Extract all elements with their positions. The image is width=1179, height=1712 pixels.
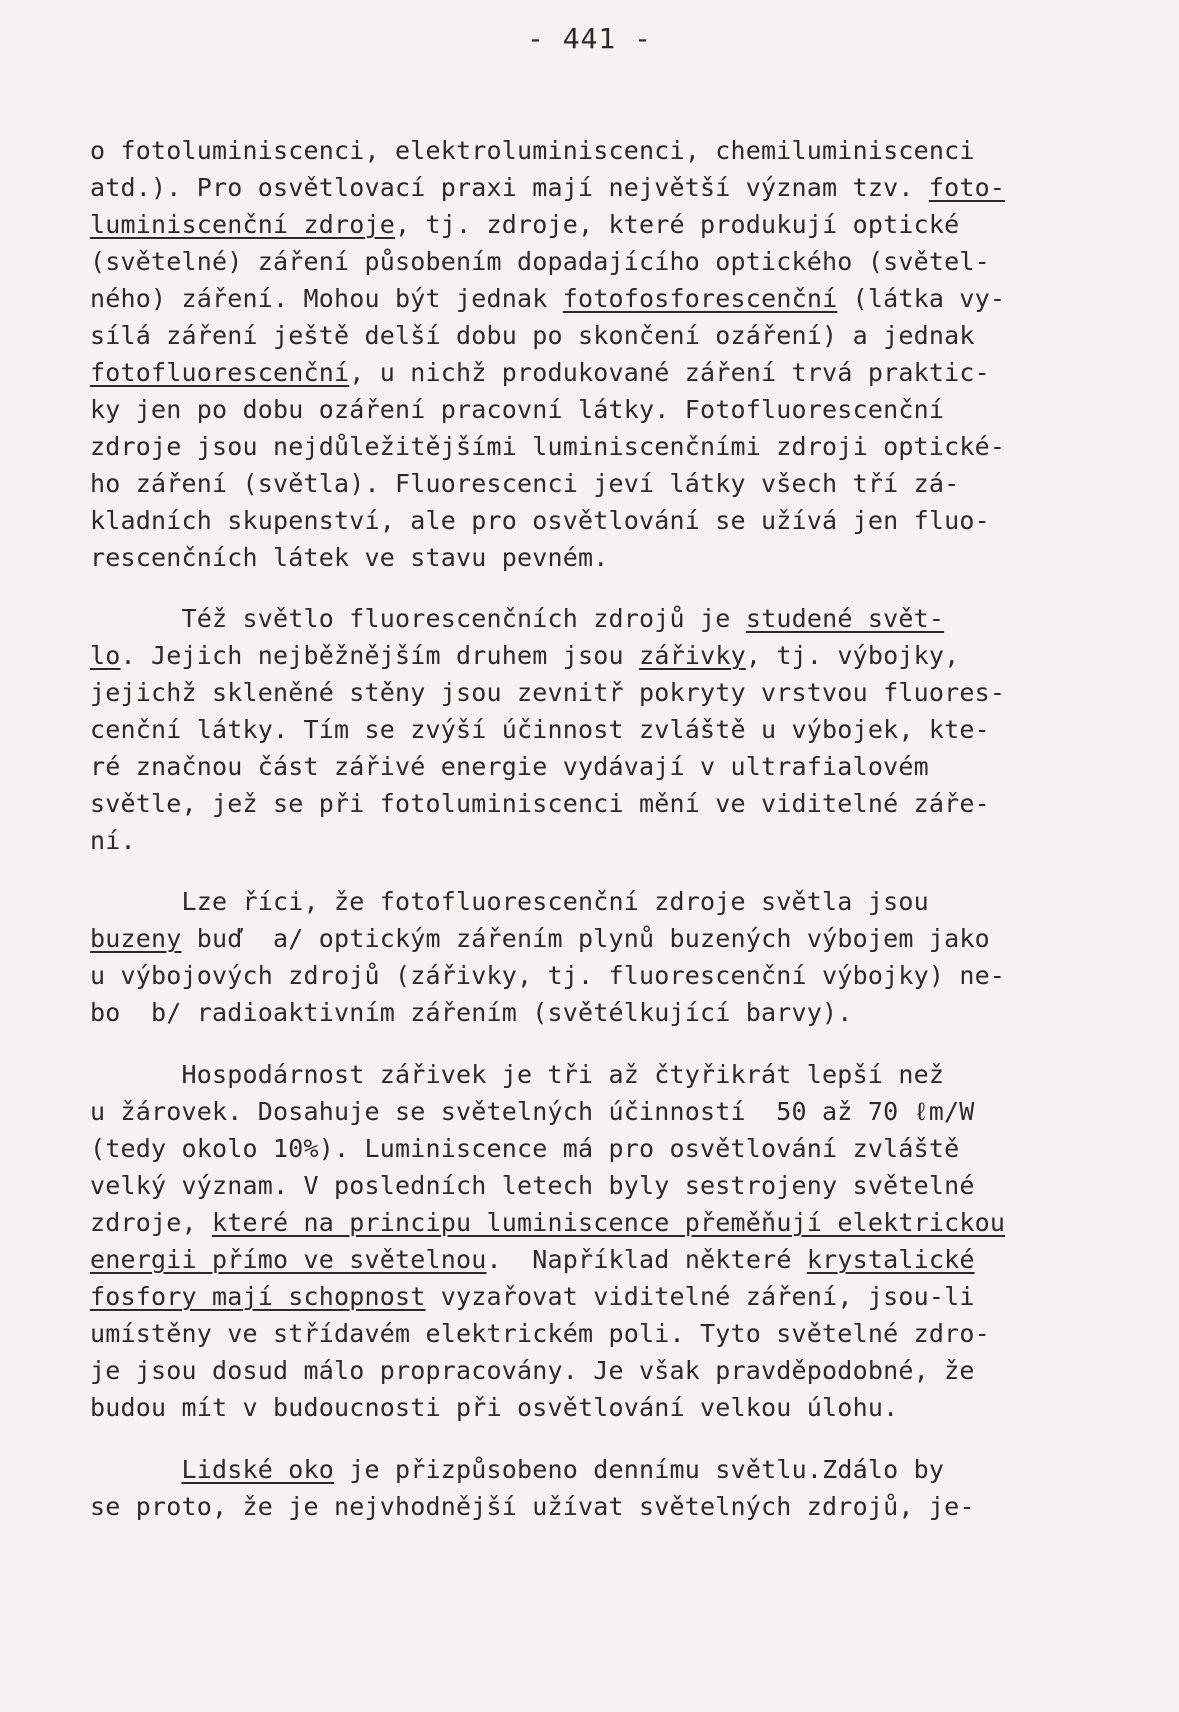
text-line xyxy=(90,998,853,1028)
underlined-term: fosfory mají schopnost xyxy=(90,1282,426,1311)
text-segment: , tj. výbojky, xyxy=(745,641,960,670)
text-segment xyxy=(90,1455,182,1484)
text-segment: bo b/ radioaktivním zářením (světélkující barvy). xyxy=(90,998,853,1027)
text-line xyxy=(90,1492,975,1522)
text-line xyxy=(90,543,609,573)
text-line xyxy=(90,395,944,425)
underlined-term: krystalické xyxy=(806,1245,975,1274)
text-segment: jejichž skleněné stěny jsou zevnitř pokryty vrstvou fluores- xyxy=(90,678,1006,707)
text-line xyxy=(90,1455,944,1485)
underlined-term: studené svět- xyxy=(745,604,945,633)
text-segment: ré značnou část zářivé energie vydávají v ultrafialovém xyxy=(90,752,929,781)
text-line xyxy=(90,1356,975,1386)
text-segment: atd.). Pro osvětlovací praxi mají největší význam tzv. xyxy=(90,173,929,202)
text-segment: (tedy okolo 10%). Luminiscence má pro osvětlování zvláště xyxy=(90,1134,960,1163)
text-segment: je přizpůsobeno dennímu světlu.Zdálo by xyxy=(334,1455,945,1484)
text-segment: ky jen po dobu ozáření pracovní látky. Fotofluorescenční xyxy=(90,395,945,424)
text-line xyxy=(90,924,990,954)
text-segment: u výbojových zdrojů (zářivky, tj. fluorescenční výbojky) ne- xyxy=(90,961,1006,990)
underlined-term: foto- xyxy=(928,173,1006,202)
text-line xyxy=(90,752,929,782)
text-segment: . Například některé xyxy=(486,1245,807,1274)
text-line xyxy=(90,678,1005,708)
text-segment: u žárovek. Dosahuje se světelných účinností 50 až 70 ℓm/W xyxy=(90,1097,975,1126)
underlined-term: Lidské oko xyxy=(181,1455,335,1484)
text-line xyxy=(90,136,975,166)
underlined-term: které na principu luminiscence přeměňují elektrickou xyxy=(212,1208,1006,1237)
text-line xyxy=(90,1208,1005,1238)
text-line xyxy=(90,789,990,819)
text-segment: zdroje jsou nejdůležitějšími luminiscenčními zdroji optické- xyxy=(90,432,1006,461)
text-line xyxy=(90,247,990,277)
text-line xyxy=(90,715,990,745)
text-line xyxy=(90,1134,959,1164)
text-segment: , tj. zdroje, které produkují optické xyxy=(395,210,960,239)
text-segment: budou mít v budoucnosti při osvětlování velkou úlohu. xyxy=(90,1393,899,1422)
underlined-term: buzeny xyxy=(90,924,182,953)
text-segment: velký význam. V posledních letech byly sestrojeny světelné xyxy=(90,1171,975,1200)
underlined-term: zářivky xyxy=(639,641,746,670)
text-line xyxy=(90,469,959,499)
text-segment: , u nichž produkované záření trvá praktic- xyxy=(349,358,990,387)
text-line xyxy=(90,1393,898,1423)
text-line xyxy=(90,826,136,856)
text-line xyxy=(90,641,959,671)
text-line xyxy=(90,506,990,536)
text-segment: kladních skupenství, ale pro osvětlování se užívá jen fluo- xyxy=(90,506,990,535)
text-segment: . Jejich nejběžnějším druhem jsou xyxy=(120,641,640,670)
underlined-term: fotofosforescenční xyxy=(562,284,838,313)
underlined-term: energii přímo ve světelnou xyxy=(90,1245,487,1274)
text-line xyxy=(90,173,1005,203)
text-line xyxy=(90,321,975,351)
text-line xyxy=(90,1060,944,1090)
text-line xyxy=(90,1171,975,1201)
text-segment: umístěny ve střídavém elektrickém poli. Tyto světelné zdro- xyxy=(90,1319,990,1348)
text-segment: ného) záření. Mohou být jednak xyxy=(90,284,563,313)
text-line xyxy=(90,210,959,240)
underlined-term: lo xyxy=(90,641,121,670)
text-line xyxy=(90,1245,975,1275)
text-segment: ho záření (světla). Fluorescenci jeví látky všech tří zá- xyxy=(90,469,960,498)
text-segment: rescenčních látek ve stavu pevném. xyxy=(90,543,609,572)
underlined-term: fotofluorescenční xyxy=(90,358,350,387)
text-line xyxy=(90,604,944,634)
text-segment: buď a/ optickým zářením plynů buzených výbojem jako xyxy=(181,924,990,953)
text-segment: vyzařovat viditelné záření, jsou-li xyxy=(425,1282,975,1311)
text-line xyxy=(90,1282,975,1312)
text-segment: o fotoluminiscenci, elektroluminiscenci, chemiluminiscenci xyxy=(90,136,975,165)
text-line xyxy=(90,284,1005,314)
text-line xyxy=(90,358,990,388)
text-segment: ní. xyxy=(90,826,136,855)
text-line xyxy=(90,432,1005,462)
page-number: - 441 - xyxy=(526,22,652,55)
text-segment: cenční látky. Tím se zvýší účinnost zvláště u výbojek, kte- xyxy=(90,715,990,744)
text-line xyxy=(90,1097,975,1127)
text-segment: (světelné) záření působením dopadajícího optického (světel- xyxy=(90,247,990,276)
text-line xyxy=(90,887,929,917)
text-line xyxy=(90,961,1005,991)
text-segment: Lze říci, že fotofluorescenční zdroje světla jsou xyxy=(90,887,929,916)
text-segment: Hospodárnost zářivek je tři až čtyřikrát lepší než xyxy=(90,1060,945,1089)
text-segment: se proto, že je nejvhodnější užívat světelných zdrojů, je- xyxy=(90,1492,975,1521)
text-segment: zdroje, xyxy=(90,1208,213,1237)
text-segment: je jsou dosud málo propracovány. Je však pravděpodobné, že xyxy=(90,1356,975,1385)
underlined-term: luminiscenční zdroje xyxy=(90,210,396,239)
text-segment: světle, jež se při fotoluminiscenci mění ve viditelné záře- xyxy=(90,789,990,818)
text-segment: sílá záření ještě delší dobu po skončení ozáření) a jednak xyxy=(90,321,975,350)
text-segment: (látka vy- xyxy=(837,284,1006,313)
text-segment: Též světlo fluorescenčních zdrojů je xyxy=(90,604,746,633)
text-line xyxy=(90,1319,990,1349)
